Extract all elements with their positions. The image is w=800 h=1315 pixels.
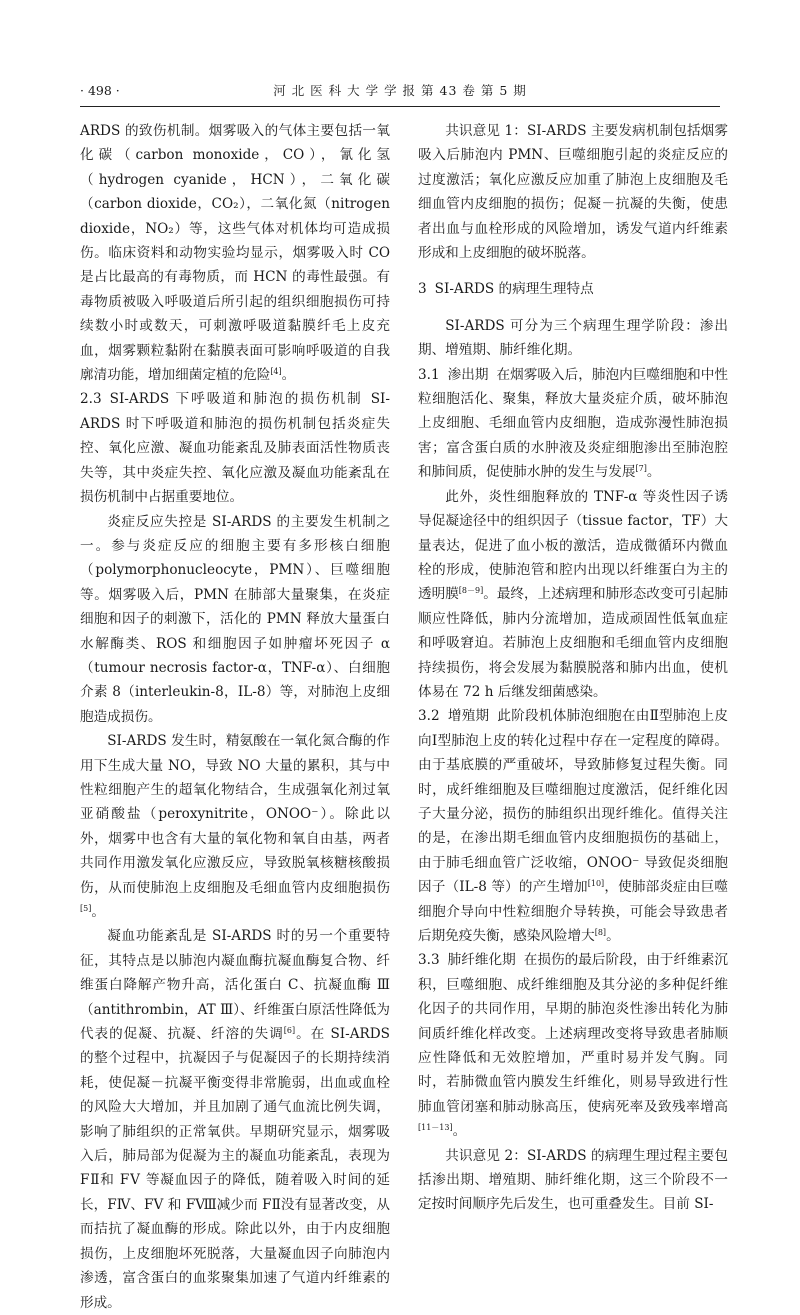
section-number: 3 bbox=[418, 281, 427, 298]
punctuation: 。 bbox=[646, 464, 661, 481]
consensus-2: 共识意见 2：SI-ARDS 的病理生理过程主要包括渗出期、增殖期、肺纤维化期，这三个阶段不一定按时间顺序先后发生，也可重叠发生。目前 SI- bbox=[418, 1147, 728, 1213]
punctuation: 。 bbox=[281, 367, 296, 384]
citation[interactable]: [10] bbox=[587, 879, 605, 889]
paragraph bbox=[80, 119, 390, 387]
paragraph-text: 。在 SI-ARDS 的整个过程中，抗凝因子与促凝因子的长期持续消耗，使促凝－抗凝平衡变得非常脆弱，出血或血栓的风险大大增加，并且加剧了通气血流比例失调，影响了肺组织的正常氧供。早期研究显示，烟雾吸入后，肺局部为促凝为主的凝血功能紊乱，表现为 FⅡ和 FⅤ 等凝血因子的降低，随着吸入时间的延长，FⅣ、FⅤ 和 FⅧ减少而 FⅡ没有显著改变，从而拮抗了凝血酶的形成。除此以外，由于内皮细胞损伤，上皮细胞坏死脱落，大量凝血因子向肺泡内渗透，富含蛋白的血浆聚集加速了气道内纤维素的形成。 bbox=[80, 1026, 390, 1311]
subsection-3-2 bbox=[418, 704, 728, 948]
citation[interactable]: [8－9] bbox=[458, 586, 484, 596]
section-title: 肺纤维化期 bbox=[447, 952, 516, 969]
paragraph: SI-ARDS 可分为三个病理生理学阶段：渗出期、增殖期、肺纤维化期。 bbox=[418, 317, 728, 359]
paragraph-text: SI-ARDS 发生时，精氨酸在一氧化氮合酶的作用下生成大量 NO，导致 NO 大量的累积，其与中性粒细胞产生的超氧化物结合，生成强氧化剂过氧亚硝酸盐（peroxynitrite，ONOO⁻）。除此以外，烟雾中也含有大量的氧化物和氧自由基，两者共同作用激发氧化应激反应，导致脱氧核糖核酸损伤，从而使肺泡上皮细胞及毛细血管内皮细胞损伤 bbox=[80, 733, 390, 896]
paragraph-text: 凝血功能紊乱是 SI-ARDS 时的另一个重要特征，其特点是以肺泡内凝血酶抗凝血酶复合物、纤维蛋白降解产物升高，活化蛋白 C、抗凝血酶 Ⅲ（antithrombin，AT Ⅲ）、纤维蛋白原活性降低为代表的促凝、抗凝、纤溶的失调 bbox=[80, 928, 390, 1043]
paragraph: 炎症反应失控是 SI-ARDS 的主要发生机制之一。参与炎症反应的细胞主要有多形核白细胞（polymorphonucleocyte，PMN）、巨噬细胞等。烟雾吸入后，PMN 在肺部大量聚集，在炎症细胞和因子的刺激下，活化的 PMN 释放大量蛋白水解酶类、ROS 和细胞因子如肿瘤坏死因子 α（tumour necrosis factor-α，TNF-α）、白细胞介素 8（interleukin-8，IL-8）等，对肺泡上皮细胞造成损伤。 bbox=[80, 513, 390, 725]
paragraph-text: 在损伤的最后阶段，由于纤维素沉积，巨噬细胞、成纤维细胞及其分泌的多种促纤维化因子的共同作用，早期的肺泡炎性渗出转化为肺间质纤维化样改变。上述病理改变将导致患者肺顺应性降低和无效腔增加，严重时易并发气胸。同时，若肺微血管内膜发生纤维化，则易导致进行性肺血管闭塞和肺动脉高压，使病死率及致残率增高 bbox=[418, 952, 729, 1115]
section-title: SI-ARDS 下呼吸道和肺泡的损伤机制 bbox=[109, 391, 363, 408]
right-column bbox=[418, 119, 728, 1217]
consensus-1: 共识意见 1：SI-ARDS 主要发病机制包括烟雾吸入后肺泡内 PMN、巨噬细胞引起的炎症反应的过度激活；氧化应激反应加重了肺泡上皮细胞及毛细血管内皮细胞的损伤；促凝－抗凝的失衡，使患者出血与血栓形成的风险增加，诱发气道内纤维素形成和上皮细胞的破坏脱落。 bbox=[418, 123, 728, 262]
paragraph-text: ，使肺部炎症由巨噬细胞介导向中性粒细胞介导转换，可能会导致患者后期免疫失衡，感染风险增大 bbox=[418, 879, 728, 944]
subsection-2-3 bbox=[80, 387, 390, 509]
citation[interactable]: [7] bbox=[635, 464, 647, 474]
header-rule bbox=[80, 106, 720, 107]
subsection-3-1 bbox=[418, 363, 728, 485]
section-3-heading bbox=[418, 277, 728, 301]
page-number: · 498 · bbox=[80, 83, 120, 98]
section-title: 增殖期 bbox=[447, 708, 490, 725]
punctuation: 。 bbox=[91, 904, 105, 920]
citation[interactable]: [5] bbox=[80, 904, 92, 913]
page-header bbox=[80, 82, 720, 100]
section-number: 2.3 bbox=[80, 391, 102, 408]
citation[interactable]: [11－13] bbox=[418, 1123, 453, 1133]
citation[interactable]: [6] bbox=[283, 1026, 296, 1036]
section-number: 3.2 bbox=[418, 708, 440, 725]
paragraph-text: ARDS 的致伤机制。烟雾吸入的气体主要包括一氧化碳（carbon monoxide，CO），氰化氢（hydrogen cyanide，HCN），二氧化碳（carbon dioxide，CO₂），二氧化氮（nitrogen dioxide，NO₂）等，这些气体对机体均可造成损伤。临床资料和动物实验均显示，烟雾吸入时 CO 是占比最高的有毒物质，而 HCN 的毒性最强。有毒物质被吸入呼吸道后所引起的组织细胞损伤可持续数小时或数天，可刺激呼吸道黏膜纤毛上皮充血，烟雾颗粒黏附在黏膜表面可影响呼吸道的自我廓清功能，增加细菌定植的危险 bbox=[80, 123, 390, 384]
paragraph bbox=[80, 924, 390, 1315]
paragraph-text: 此阶段机体肺泡细胞在由Ⅱ型肺泡上皮向Ⅰ型肺泡上皮的转化过程中存在一定程度的障碍。由于基底膜的严重破坏，导致肺修复过程失衡。同时，成纤维细胞及巨噬细胞过度激活，促纤维化因子大量分泌，损伤的肺组织出现纤维化。值得关注的是，在渗出期毛细血管内皮细胞损伤的基础上，由于肺毛细血管广泛收缩，ONOO⁻ 导致促炎细胞因子（IL-8 等）的产生增加 bbox=[418, 708, 728, 896]
punctuation: 。 bbox=[606, 928, 620, 944]
subsection-3-3 bbox=[418, 948, 728, 1143]
paragraph-text: 。最终，上述病理和肺形态改变可引起肺顺应性降低，肺内分流增加，造成顽固性低氧血症和呼吸窘迫。若肺泡上皮细胞和毛细血管内皮细胞持续损伤，将会发展为黏膜脱落和肺内出血，使机体易在 72 h 后继发细菌感染。 bbox=[418, 586, 728, 700]
paragraph-text: SI-ARDS 时下呼吸道和肺泡的损伤机制包括炎症失控、氧化应激、凝血功能紊乱及肺表面活性物质丧失等，其中炎症失控、氧化应激及凝血功能紊乱在损伤机制中占据重要地位。 bbox=[80, 391, 390, 506]
punctuation: 。 bbox=[452, 1123, 467, 1140]
citation[interactable]: [4] bbox=[270, 367, 282, 377]
paragraph-text: 在烟雾吸入后，肺泡内巨噬细胞和中性粒细胞活化、聚集，释放大量炎症介质，破坏肺泡上皮细胞、毛细血管内皮细胞，造成弥漫性肺泡损害；富含蛋白质的水肿液及炎症细胞渗出至肺泡腔和肺间质，促使肺水肿的发生与发展 bbox=[418, 366, 729, 481]
left-column bbox=[80, 119, 390, 1315]
citation[interactable]: [8] bbox=[594, 928, 607, 937]
section-number: 3.3 bbox=[418, 952, 440, 969]
section-number: 3.1 bbox=[418, 366, 440, 383]
section-title: SI-ARDS 的病理生理特点 bbox=[434, 281, 594, 298]
section-title: 渗出期 bbox=[447, 366, 489, 383]
paragraph bbox=[80, 729, 390, 924]
paragraph bbox=[418, 485, 728, 705]
journal-title: 河 北 医 科 大 学 学 报 第 43 卷 第 5 期 bbox=[273, 83, 527, 98]
paragraph-text: 此外，炎性细胞释放的 TNF-α 等炎性因子诱导促凝途径中的组织因子（tissue factor，TF）大量表达，促进了血小板的激活，造成微循环内微血栓的形成，使肺泡管和腔内出现以纤维蛋白为主的透明膜 bbox=[418, 488, 728, 603]
